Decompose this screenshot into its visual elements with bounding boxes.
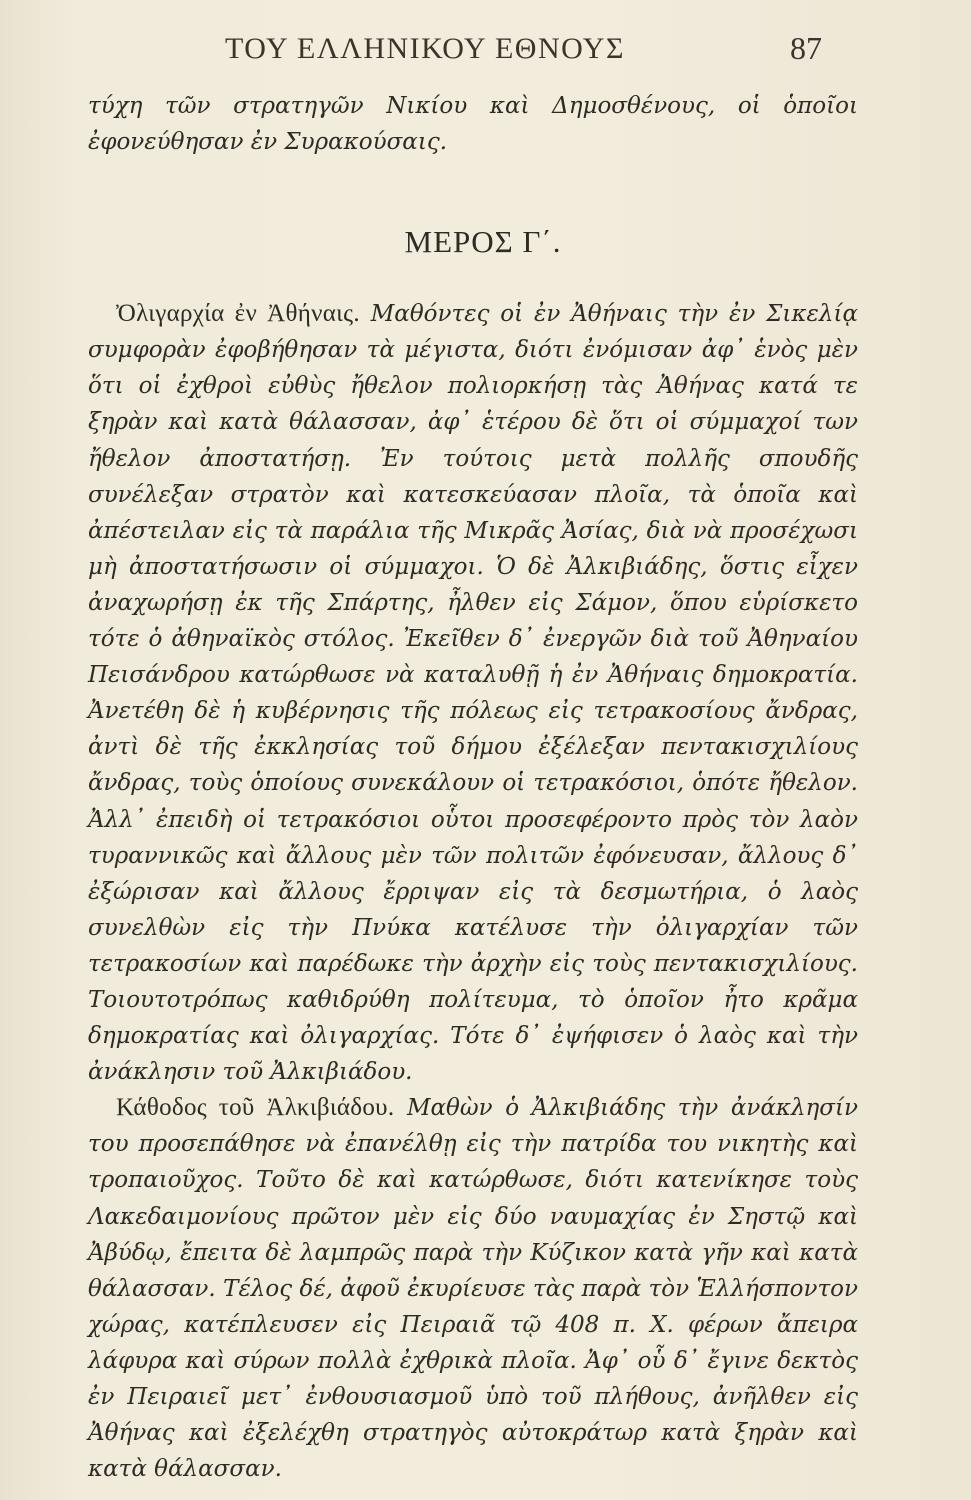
section-heading: ΜΕΡΟΣ Γ΄. [404,224,562,260]
page-number: 87 [790,30,822,66]
sidehead-return-alcibiades: Κάθοδος τοῦ Ἀλκιβιάδου. [116,1094,395,1122]
sidehead-oligarchy: Ὀλιγαρχία ἐν Ἀθήναις. [116,300,360,328]
running-title: ΤΟΥ ΕΛΛΗΝΙΚΟΥ ΕΘΝΟΥΣ [225,32,625,65]
paragraph-oligarchy [88,296,858,1090]
body-text [88,88,858,1487]
running-head [0,30,971,74]
paragraph-return-alcibiades [88,1090,858,1487]
paragraph-oligarchy-text: Μαθόντες οἱ ἐν Ἀθήναις τὴν ἐν Σικελίᾳ συμφορὰν ἐφοβήθησαν τὰ μέγιστα, διότι ἐνόμισαν ἀφ᾿ ἑνὸς μὲν ὅτι οἱ ἐχθροὶ εὐθὺς ἤθελον πολιορκήσῃ τὰς Ἀθήνας κατά τε ξηρὰν καὶ κατὰ θάλασσαν, ἀφ᾿ ἑτέρου δὲ ὅτι οἱ σύμμαχοί των ἤθελον ἀποστατήσῃ. Ἐν τούτοις μετὰ πολλῆς σπουδῆς συνέλεξαν στρατὸν καὶ κατεσκεύασαν πλοῖα, τὰ ὁποῖα καὶ ἀπέστειλαν εἰς τὰ παράλια τῆς Μικρᾶς Ἀσίας, διὰ νὰ προσέχωσι μὴ ἀποστατήσωσιν οἱ σύμμαχοι. Ὁ δὲ Ἀλκιβιάδης, ὅστις εἶχεν ἀναχωρήσῃ ἐκ τῆς Σπάρτης, ἦλθεν εἰς Σάμον, ὅπου εὑρίσκετο τότε ὁ ἀθηναϊκὸς στόλος. Ἐκεῖθεν δ᾿ ἐνεργῶν διὰ τοῦ Ἀθηναίου Πεισάνδρου κατώρθωσε νὰ καταλυθῇ ἡ ἐν Ἀθήναις δημοκρατία. Ἀνετέθη δὲ ἡ κυβέρνησις τῆς πόλεως εἰς τετρακοσίους ἄνδρας, ἀντὶ δὲ τῆς ἐκκλησίας τοῦ δήμου ἐξέλεξαν πεντακισχιλίους ἄνδρας, τοὺς ὁποίους συνεκάλουν οἱ τετρακόσιοι, ὁπότε ἤθελον. Ἀλλ᾿ ἐπειδὴ οἱ τετρακόσιοι οὗτοι προσεφέροντο πρὸς τὸν λαὸν τυραννικῶς καὶ ἄλλους μὲν τῶν πολιτῶν ἐφόνευσαν, ἄλλους δ᾿ ἐξώρισαν καὶ ἄλλους ἔρριψαν εἰς τὰ δεσμωτήρια, ὁ λαὸς συνελθὼν εἰς τὴν Πνύκα κατέλυσε τὴν ὀλιγαρχίαν τῶν τετρακοσίων καὶ παρέδωκε τὴν ἀρχὴν εἰς τοὺς πεντακισχιλίους. Τοιουτοτρόπως καθιδρύθη πολίτευμα, τὸ ὁποῖον ἦτο κρᾶμα δημοκρατίας καὶ ὀλιγαρχίας. Τότε δ᾿ ἐψήφισεν ὁ λαὸς καὶ τὴν ἀνάκλησιν τοῦ Ἀλκιβιάδου. [88,301,858,1086]
continuation-paragraph: τύχη τῶν στρατηγῶν Νικίου καὶ Δημοσθένους, οἱ ὁποῖοι ἐφονεύθησαν ἐν Συρακούσαις. [88,93,858,156]
paragraph-return-alcibiades-text: Μαθὼν ὁ Ἀλκιβιάδης τὴν ἀνάκλησίν του προσεπάθησε νὰ ἐπανέλθῃ εἰς τὴν πατρίδα του νικητὴς καὶ τροπαιοῦχος. Τοῦτο δὲ καὶ κατώρθωσε, διότι κατενίκησε τοὺς Λακεδαιμονίους πρῶτον μὲν εἰς δύο ναυμαχίας ἐν Σηστῷ καὶ Ἀβύδῳ, ἔπειτα δὲ λαμπρῶς παρὰ τὴν Κύζικον κατὰ γῆν καὶ κατὰ θάλασσαν. Τέλος δέ, ἀφοῦ ἐκυρίευσε τὰς παρὰ τὸν Ἑλλήσποντον χώρας, κατέπλευσεν εἰς Πειραιᾶ τῷ 408 π. Χ. φέρων ἄπειρα λάφυρα καὶ σύρων πολλὰ ἐχθρικὰ πλοῖα. Ἀφ᾿ οὗ δ᾿ ἔγινε δεκτὸς ἐν Πειραιεῖ μετ᾿ ἐνθουσιασμοῦ ὑπὸ τοῦ πλήθους, ἀνῆλθεν εἰς Ἀθήνας καὶ ἐξελέχθη στρατηγὸς αὐτοκράτωρ κατὰ ξηρὰν καὶ κατὰ θάλασσαν. [88,1095,858,1483]
